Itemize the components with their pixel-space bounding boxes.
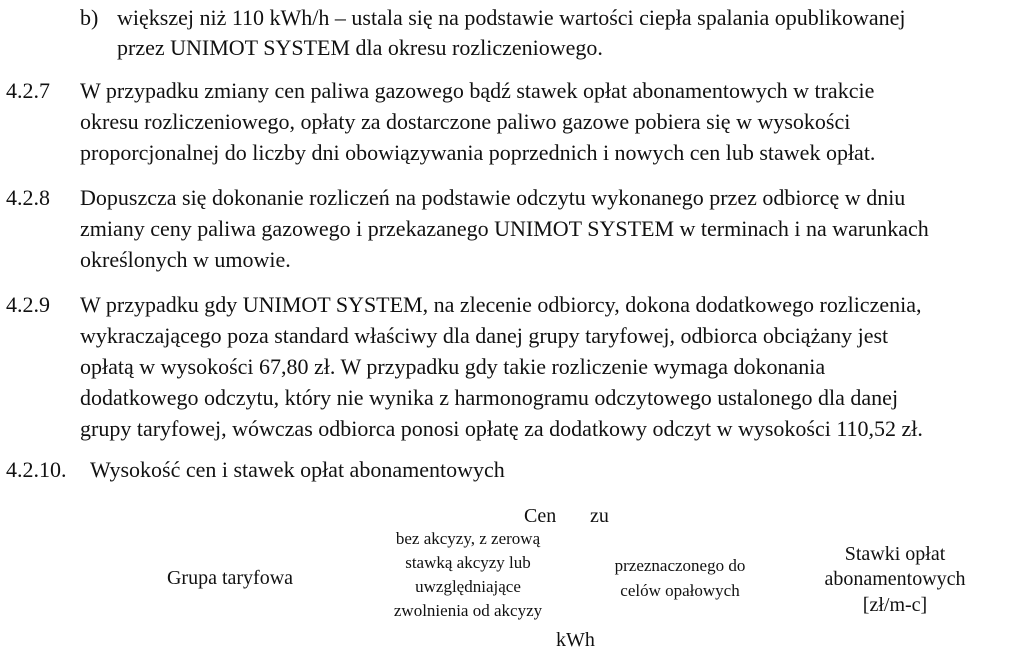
table-header-fee-line-3: [zł/m-c] [862, 594, 928, 616]
table-header-excise-line-1: bez akcyzy, z zerową [395, 529, 541, 548]
item-b-marker: b) [80, 5, 99, 30]
table-header-fee-line-1: Stawki opłat [844, 543, 946, 565]
table-header-cen: Cen [524, 505, 557, 527]
table-header-excise-line-3: uwzględniające [415, 577, 521, 596]
section-number-4-2-7: 4.2.7 [6, 78, 50, 103]
section-4-2-8-line-3: określonych w umowie. [80, 247, 291, 272]
table-header-fee-line-2: abonamentowych [824, 568, 966, 590]
table-header-heating-line-2: celów opałowych [620, 581, 740, 600]
section-4-2-9-line-1: W przypadku gdy UNIMOT SYSTEM, na zlecenie odbiorcy, dokona dodatkowego rozliczenia, [80, 292, 922, 317]
table-header-heating-line-1: przeznaczonego do [614, 556, 746, 575]
section-4-2-7-line-3: proporcjonalnej do liczby dni obowiązywania poprzednich i nowych cen lub stawek opłat. [80, 140, 876, 165]
table-header-unit: kWh [556, 629, 595, 651]
section-4-2-8-line-1: Dopuszcza się dokonanie rozliczeń na podstawie odczytu wykonanego przez odbiorcę w dniu [80, 185, 906, 210]
section-4-2-10-title: Wysokość cen i stawek opłat abonamentowych [90, 457, 505, 482]
item-b-line-1: większej niż 110 kWh/h – ustala się na podstawie wartości ciepła spalania opublikowanej [117, 5, 906, 30]
section-4-2-7-line-2: okresu rozliczeniowego, opłaty za dostarczone paliwo gazowe pobiera się w wysokości [80, 109, 851, 134]
table-header-group: Grupa taryfowa [166, 567, 294, 589]
section-number-4-2-8: 4.2.8 [6, 185, 50, 210]
section-4-2-9-line-3: opłatą w wysokości 67,80 zł. W przypadku gdy takie rozliczenie wymaga dokonania [80, 354, 826, 379]
table-header-excise-line-4: zwolnienia od akcyzy [393, 601, 543, 620]
section-number-4-2-10: 4.2.10. [6, 457, 67, 482]
section-number-4-2-9: 4.2.9 [6, 292, 50, 317]
section-4-2-7-line-1: W przypadku zmiany cen paliwa gazowego bądź stawek opłat abonamentowych w trakcie [80, 78, 875, 103]
section-4-2-9-line-2: wykraczającego poza standard właściwy dla danej grupy taryfowej, odbiorca obciążany jest [80, 323, 889, 348]
table-header-zu: zu [590, 505, 609, 527]
section-4-2-9-line-4: dodatkowego odczytu, który nie wynika z harmonogramu odczytowego ustalonego dla danej [80, 385, 899, 410]
table-header-excise-line-2: stawką akcyzy lub [405, 553, 531, 572]
section-4-2-9-line-5: grupy taryfowej, wówczas odbiorca ponosi opłatę za dodatkowy odczyt w wysokości 110,52 zł. [80, 416, 923, 441]
section-4-2-8-line-2: zmiany ceny paliwa gazowego i przekazanego UNIMOT SYSTEM w terminach i na warunkach [80, 216, 929, 241]
item-b-line-2: przez UNIMOT SYSTEM dla okresu rozliczeniowego. [117, 35, 603, 60]
